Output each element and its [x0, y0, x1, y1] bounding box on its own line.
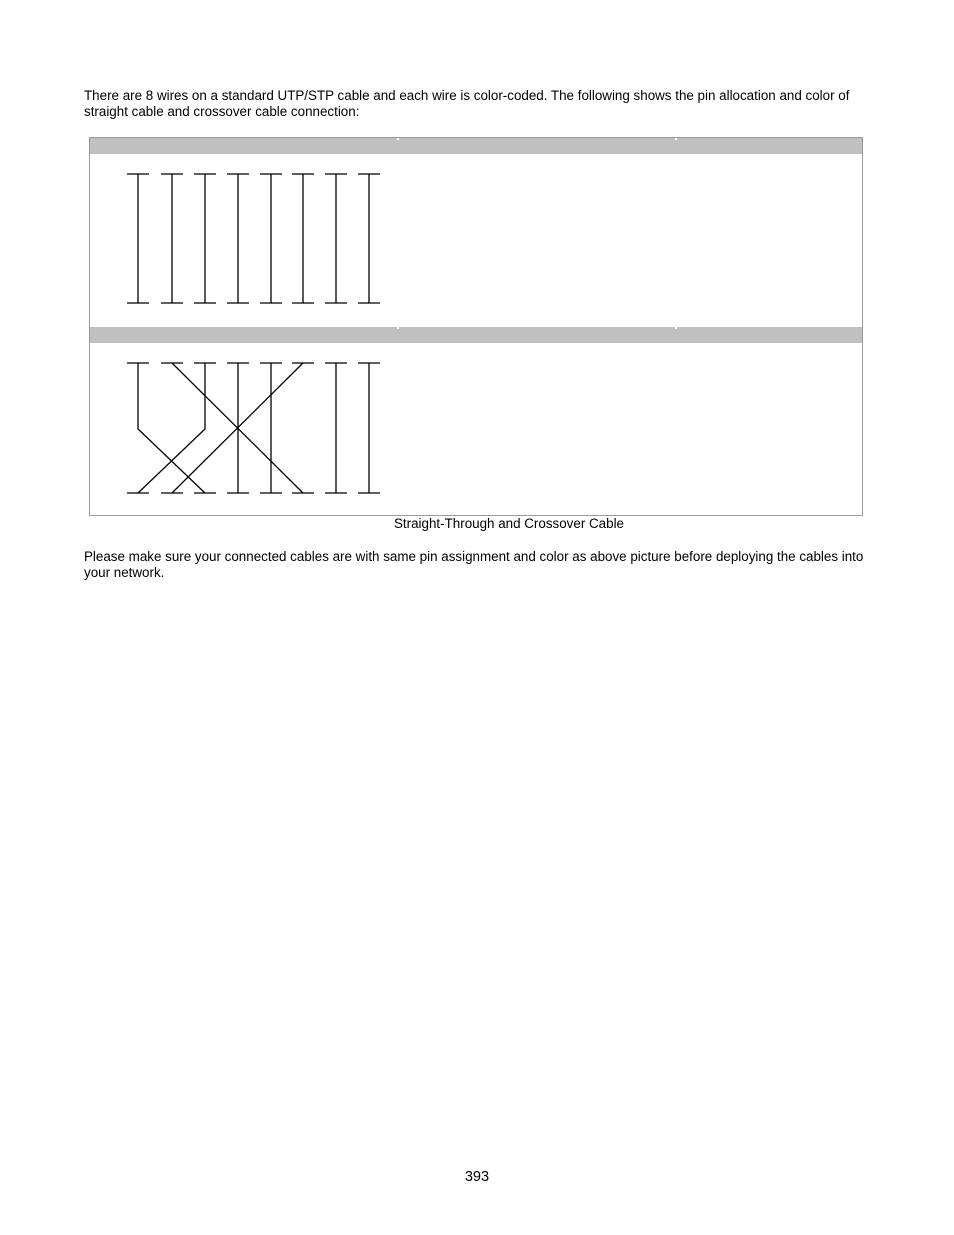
- figure-caption: Straight-Through and Crossover Cable: [394, 516, 624, 531]
- crossover-wire: [138, 363, 205, 493]
- crossover-wire: [138, 363, 205, 493]
- cable-pin-figure: [89, 137, 863, 516]
- page-number: 393: [464, 1169, 490, 1185]
- straight-through-wires: [127, 174, 380, 303]
- crossover-wires: [127, 363, 380, 493]
- wiring-diagram: [90, 138, 862, 515]
- intro-paragraph: There are 8 wires on a standard UTP/STP cable and each wire is color-coded. The following shows the pin allocation and color of straight cable and crossover cable connection:: [84, 88, 850, 119]
- outro-paragraph: Please make sure your connected cables are with same pin assignment and color as above picture before deploying the cables into your network.: [84, 549, 864, 580]
